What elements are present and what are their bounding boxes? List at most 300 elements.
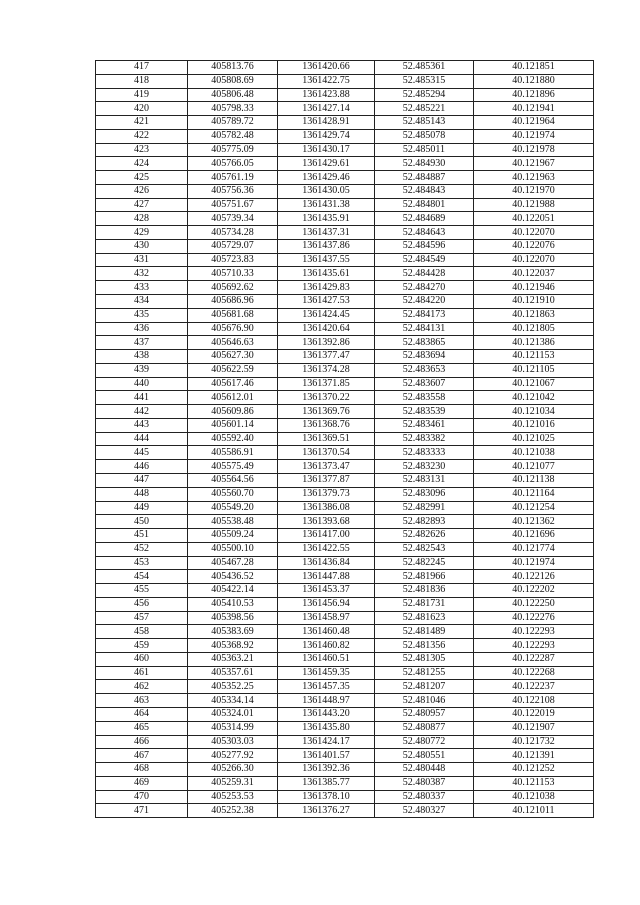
table-row bbox=[96, 721, 594, 735]
point-number-cell: 442 bbox=[96, 405, 188, 419]
longitude-cell: 40.121974 bbox=[474, 129, 594, 143]
longitude-cell: 40.121362 bbox=[474, 515, 594, 529]
point-number-cell: 469 bbox=[96, 776, 188, 790]
y-coordinate-cell: 1361460.51 bbox=[278, 652, 375, 666]
longitude-cell: 40.121941 bbox=[474, 102, 594, 116]
latitude-cell: 52.481207 bbox=[375, 680, 474, 694]
latitude-cell: 52.484131 bbox=[375, 322, 474, 336]
table-row bbox=[96, 377, 594, 391]
table-row bbox=[96, 666, 594, 680]
table-row bbox=[96, 102, 594, 116]
y-coordinate-cell: 1361370.22 bbox=[278, 391, 375, 405]
latitude-cell: 52.480772 bbox=[375, 735, 474, 749]
y-coordinate-cell: 1361447.88 bbox=[278, 570, 375, 584]
y-coordinate-cell: 1361429.74 bbox=[278, 129, 375, 143]
x-coordinate-cell: 405352.25 bbox=[188, 680, 278, 694]
y-coordinate-cell: 1361424.45 bbox=[278, 308, 375, 322]
latitude-cell: 52.481489 bbox=[375, 625, 474, 639]
table-row bbox=[96, 171, 594, 185]
x-coordinate-cell: 405729.07 bbox=[188, 239, 278, 253]
table-row bbox=[96, 281, 594, 295]
table-row bbox=[96, 308, 594, 322]
point-number-cell: 459 bbox=[96, 639, 188, 653]
x-coordinate-cell: 405436.52 bbox=[188, 570, 278, 584]
y-coordinate-cell: 1361460.82 bbox=[278, 639, 375, 653]
point-number-cell: 450 bbox=[96, 515, 188, 529]
y-coordinate-cell: 1361457.35 bbox=[278, 680, 375, 694]
point-number-cell: 437 bbox=[96, 336, 188, 350]
latitude-cell: 52.484843 bbox=[375, 184, 474, 198]
latitude-cell: 52.482245 bbox=[375, 556, 474, 570]
longitude-cell: 40.121970 bbox=[474, 184, 594, 198]
point-number-cell: 454 bbox=[96, 570, 188, 584]
table-row bbox=[96, 597, 594, 611]
x-coordinate-cell: 405564.56 bbox=[188, 473, 278, 487]
longitude-cell: 40.121967 bbox=[474, 157, 594, 171]
x-coordinate-cell: 405500.10 bbox=[188, 542, 278, 556]
latitude-cell: 52.485315 bbox=[375, 74, 474, 88]
latitude-cell: 52.481305 bbox=[375, 652, 474, 666]
table-row bbox=[96, 239, 594, 253]
table-row bbox=[96, 363, 594, 377]
table-row bbox=[96, 542, 594, 556]
x-coordinate-cell: 405266.30 bbox=[188, 763, 278, 777]
latitude-cell: 52.481966 bbox=[375, 570, 474, 584]
y-coordinate-cell: 1361392.86 bbox=[278, 336, 375, 350]
latitude-cell: 52.482626 bbox=[375, 529, 474, 543]
point-number-cell: 418 bbox=[96, 74, 188, 88]
latitude-cell: 52.483230 bbox=[375, 460, 474, 474]
table-row bbox=[96, 350, 594, 364]
x-coordinate-cell: 405617.46 bbox=[188, 377, 278, 391]
point-number-cell: 425 bbox=[96, 171, 188, 185]
x-coordinate-cell: 405646.63 bbox=[188, 336, 278, 350]
y-coordinate-cell: 1361385.77 bbox=[278, 776, 375, 790]
longitude-cell: 40.122293 bbox=[474, 639, 594, 653]
longitude-cell: 40.121042 bbox=[474, 391, 594, 405]
latitude-cell: 52.480327 bbox=[375, 804, 474, 818]
latitude-cell: 52.484801 bbox=[375, 198, 474, 212]
y-coordinate-cell: 1361443.20 bbox=[278, 707, 375, 721]
latitude-cell: 52.484596 bbox=[375, 239, 474, 253]
y-coordinate-cell: 1361424.17 bbox=[278, 735, 375, 749]
x-coordinate-cell: 405410.53 bbox=[188, 597, 278, 611]
table-row bbox=[96, 322, 594, 336]
y-coordinate-cell: 1361420.64 bbox=[278, 322, 375, 336]
latitude-cell: 52.480387 bbox=[375, 776, 474, 790]
x-coordinate-cell: 405334.14 bbox=[188, 694, 278, 708]
longitude-cell: 40.121025 bbox=[474, 432, 594, 446]
latitude-cell: 52.483558 bbox=[375, 391, 474, 405]
latitude-cell: 52.483539 bbox=[375, 405, 474, 419]
table-row bbox=[96, 418, 594, 432]
longitude-cell: 40.122019 bbox=[474, 707, 594, 721]
longitude-cell: 40.122202 bbox=[474, 584, 594, 598]
x-coordinate-cell: 405549.20 bbox=[188, 501, 278, 515]
latitude-cell: 52.485011 bbox=[375, 143, 474, 157]
x-coordinate-cell: 405808.69 bbox=[188, 74, 278, 88]
y-coordinate-cell: 1361453.37 bbox=[278, 584, 375, 598]
longitude-cell: 40.121805 bbox=[474, 322, 594, 336]
longitude-cell: 40.121164 bbox=[474, 487, 594, 501]
x-coordinate-cell: 405622.59 bbox=[188, 363, 278, 377]
longitude-cell: 40.122237 bbox=[474, 680, 594, 694]
point-number-cell: 435 bbox=[96, 308, 188, 322]
latitude-cell: 52.484220 bbox=[375, 295, 474, 309]
longitude-cell: 40.122276 bbox=[474, 611, 594, 625]
point-number-cell: 464 bbox=[96, 707, 188, 721]
latitude-cell: 52.483096 bbox=[375, 487, 474, 501]
table-row bbox=[96, 473, 594, 487]
point-number-cell: 448 bbox=[96, 487, 188, 501]
x-coordinate-cell: 405806.48 bbox=[188, 88, 278, 102]
table-row bbox=[96, 487, 594, 501]
latitude-cell: 52.483607 bbox=[375, 377, 474, 391]
latitude-cell: 52.484930 bbox=[375, 157, 474, 171]
y-coordinate-cell: 1361435.80 bbox=[278, 721, 375, 735]
point-number-cell: 422 bbox=[96, 129, 188, 143]
x-coordinate-cell: 405575.49 bbox=[188, 460, 278, 474]
longitude-cell: 40.121696 bbox=[474, 529, 594, 543]
longitude-cell: 40.121851 bbox=[474, 61, 594, 75]
table-row bbox=[96, 432, 594, 446]
point-number-cell: 465 bbox=[96, 721, 188, 735]
table-row bbox=[96, 529, 594, 543]
x-coordinate-cell: 405324.01 bbox=[188, 707, 278, 721]
longitude-cell: 40.122070 bbox=[474, 253, 594, 267]
y-coordinate-cell: 1361373.47 bbox=[278, 460, 375, 474]
latitude-cell: 52.480337 bbox=[375, 790, 474, 804]
latitude-cell: 52.481356 bbox=[375, 639, 474, 653]
table-row bbox=[96, 212, 594, 226]
x-coordinate-cell: 405789.72 bbox=[188, 116, 278, 130]
y-coordinate-cell: 1361430.05 bbox=[278, 184, 375, 198]
x-coordinate-cell: 405813.76 bbox=[188, 61, 278, 75]
y-coordinate-cell: 1361431.38 bbox=[278, 198, 375, 212]
x-coordinate-cell: 405592.40 bbox=[188, 432, 278, 446]
longitude-cell: 40.121067 bbox=[474, 377, 594, 391]
point-number-cell: 460 bbox=[96, 652, 188, 666]
y-coordinate-cell: 1361423.88 bbox=[278, 88, 375, 102]
longitude-cell: 40.121153 bbox=[474, 350, 594, 364]
latitude-cell: 52.483461 bbox=[375, 418, 474, 432]
point-number-cell: 430 bbox=[96, 239, 188, 253]
latitude-cell: 52.482991 bbox=[375, 501, 474, 515]
latitude-cell: 52.481731 bbox=[375, 597, 474, 611]
x-coordinate-cell: 405627.30 bbox=[188, 350, 278, 364]
point-number-cell: 468 bbox=[96, 763, 188, 777]
y-coordinate-cell: 1361427.14 bbox=[278, 102, 375, 116]
point-number-cell: 458 bbox=[96, 625, 188, 639]
longitude-cell: 40.122268 bbox=[474, 666, 594, 680]
point-number-cell: 426 bbox=[96, 184, 188, 198]
table-row bbox=[96, 652, 594, 666]
table-row bbox=[96, 446, 594, 460]
point-number-cell: 424 bbox=[96, 157, 188, 171]
latitude-cell: 52.483333 bbox=[375, 446, 474, 460]
y-coordinate-cell: 1361392.36 bbox=[278, 763, 375, 777]
table-row bbox=[96, 129, 594, 143]
point-number-cell: 431 bbox=[96, 253, 188, 267]
y-coordinate-cell: 1361429.83 bbox=[278, 281, 375, 295]
x-coordinate-cell: 405509.24 bbox=[188, 529, 278, 543]
point-number-cell: 440 bbox=[96, 377, 188, 391]
coordinates-table bbox=[95, 60, 594, 818]
y-coordinate-cell: 1361422.55 bbox=[278, 542, 375, 556]
point-number-cell: 451 bbox=[96, 529, 188, 543]
y-coordinate-cell: 1361458.97 bbox=[278, 611, 375, 625]
x-coordinate-cell: 405586.91 bbox=[188, 446, 278, 460]
longitude-cell: 40.122293 bbox=[474, 625, 594, 639]
latitude-cell: 52.485361 bbox=[375, 61, 474, 75]
longitude-cell: 40.121774 bbox=[474, 542, 594, 556]
x-coordinate-cell: 405798.33 bbox=[188, 102, 278, 116]
longitude-cell: 40.122126 bbox=[474, 570, 594, 584]
x-coordinate-cell: 405398.56 bbox=[188, 611, 278, 625]
longitude-cell: 40.121153 bbox=[474, 776, 594, 790]
point-number-cell: 467 bbox=[96, 749, 188, 763]
latitude-cell: 52.483382 bbox=[375, 432, 474, 446]
x-coordinate-cell: 405734.28 bbox=[188, 226, 278, 240]
y-coordinate-cell: 1361377.47 bbox=[278, 350, 375, 364]
longitude-cell: 40.122070 bbox=[474, 226, 594, 240]
y-coordinate-cell: 1361437.86 bbox=[278, 239, 375, 253]
y-coordinate-cell: 1361448.97 bbox=[278, 694, 375, 708]
x-coordinate-cell: 405739.34 bbox=[188, 212, 278, 226]
y-coordinate-cell: 1361459.35 bbox=[278, 666, 375, 680]
table-row bbox=[96, 157, 594, 171]
latitude-cell: 52.481046 bbox=[375, 694, 474, 708]
table-row bbox=[96, 556, 594, 570]
table-row bbox=[96, 460, 594, 474]
y-coordinate-cell: 1361435.91 bbox=[278, 212, 375, 226]
longitude-cell: 40.121988 bbox=[474, 198, 594, 212]
longitude-cell: 40.121038 bbox=[474, 790, 594, 804]
longitude-cell: 40.121963 bbox=[474, 171, 594, 185]
point-number-cell: 423 bbox=[96, 143, 188, 157]
table-row bbox=[96, 611, 594, 625]
table-row bbox=[96, 804, 594, 818]
x-coordinate-cell: 405252.38 bbox=[188, 804, 278, 818]
table-row bbox=[96, 295, 594, 309]
table-row bbox=[96, 253, 594, 267]
table-row bbox=[96, 226, 594, 240]
table-row bbox=[96, 735, 594, 749]
y-coordinate-cell: 1361429.61 bbox=[278, 157, 375, 171]
longitude-cell: 40.122108 bbox=[474, 694, 594, 708]
latitude-cell: 52.482543 bbox=[375, 542, 474, 556]
table-row bbox=[96, 639, 594, 653]
longitude-cell: 40.121105 bbox=[474, 363, 594, 377]
latitude-cell: 52.485221 bbox=[375, 102, 474, 116]
y-coordinate-cell: 1361437.55 bbox=[278, 253, 375, 267]
point-number-cell: 433 bbox=[96, 281, 188, 295]
longitude-cell: 40.121910 bbox=[474, 295, 594, 309]
y-coordinate-cell: 1361428.91 bbox=[278, 116, 375, 130]
table-row bbox=[96, 184, 594, 198]
y-coordinate-cell: 1361393.68 bbox=[278, 515, 375, 529]
longitude-cell: 40.121016 bbox=[474, 418, 594, 432]
latitude-cell: 52.485294 bbox=[375, 88, 474, 102]
table-body bbox=[96, 61, 594, 818]
x-coordinate-cell: 405609.86 bbox=[188, 405, 278, 419]
table-row bbox=[96, 267, 594, 281]
table-row bbox=[96, 74, 594, 88]
table-row bbox=[96, 763, 594, 777]
x-coordinate-cell: 405612.01 bbox=[188, 391, 278, 405]
table-row bbox=[96, 88, 594, 102]
table-row bbox=[96, 776, 594, 790]
x-coordinate-cell: 405676.90 bbox=[188, 322, 278, 336]
x-coordinate-cell: 405303.03 bbox=[188, 735, 278, 749]
point-number-cell: 455 bbox=[96, 584, 188, 598]
longitude-cell: 40.121254 bbox=[474, 501, 594, 515]
latitude-cell: 52.483131 bbox=[375, 473, 474, 487]
x-coordinate-cell: 405761.19 bbox=[188, 171, 278, 185]
table-row bbox=[96, 680, 594, 694]
point-number-cell: 452 bbox=[96, 542, 188, 556]
longitude-cell: 40.121252 bbox=[474, 763, 594, 777]
longitude-cell: 40.121732 bbox=[474, 735, 594, 749]
longitude-cell: 40.121034 bbox=[474, 405, 594, 419]
longitude-cell: 40.121974 bbox=[474, 556, 594, 570]
x-coordinate-cell: 405383.69 bbox=[188, 625, 278, 639]
y-coordinate-cell: 1361437.31 bbox=[278, 226, 375, 240]
table-row bbox=[96, 584, 594, 598]
x-coordinate-cell: 405538.48 bbox=[188, 515, 278, 529]
latitude-cell: 52.480877 bbox=[375, 721, 474, 735]
longitude-cell: 40.122287 bbox=[474, 652, 594, 666]
y-coordinate-cell: 1361374.28 bbox=[278, 363, 375, 377]
longitude-cell: 40.121863 bbox=[474, 308, 594, 322]
latitude-cell: 52.484173 bbox=[375, 308, 474, 322]
x-coordinate-cell: 405723.83 bbox=[188, 253, 278, 267]
y-coordinate-cell: 1361369.51 bbox=[278, 432, 375, 446]
table-row bbox=[96, 405, 594, 419]
x-coordinate-cell: 405253.53 bbox=[188, 790, 278, 804]
longitude-cell: 40.121880 bbox=[474, 74, 594, 88]
x-coordinate-cell: 405368.92 bbox=[188, 639, 278, 653]
y-coordinate-cell: 1361456.94 bbox=[278, 597, 375, 611]
latitude-cell: 52.480957 bbox=[375, 707, 474, 721]
x-coordinate-cell: 405710.33 bbox=[188, 267, 278, 281]
longitude-cell: 40.121138 bbox=[474, 473, 594, 487]
longitude-cell: 40.121964 bbox=[474, 116, 594, 130]
point-number-cell: 449 bbox=[96, 501, 188, 515]
point-number-cell: 456 bbox=[96, 597, 188, 611]
latitude-cell: 52.483694 bbox=[375, 350, 474, 364]
x-coordinate-cell: 405422.14 bbox=[188, 584, 278, 598]
y-coordinate-cell: 1361420.66 bbox=[278, 61, 375, 75]
point-number-cell: 428 bbox=[96, 212, 188, 226]
y-coordinate-cell: 1361371.85 bbox=[278, 377, 375, 391]
latitude-cell: 52.481836 bbox=[375, 584, 474, 598]
point-number-cell: 432 bbox=[96, 267, 188, 281]
x-coordinate-cell: 405314.99 bbox=[188, 721, 278, 735]
table-row bbox=[96, 336, 594, 350]
longitude-cell: 40.121946 bbox=[474, 281, 594, 295]
y-coordinate-cell: 1361436.84 bbox=[278, 556, 375, 570]
point-number-cell: 471 bbox=[96, 804, 188, 818]
table-row bbox=[96, 707, 594, 721]
latitude-cell: 52.484270 bbox=[375, 281, 474, 295]
y-coordinate-cell: 1361427.53 bbox=[278, 295, 375, 309]
longitude-cell: 40.121077 bbox=[474, 460, 594, 474]
latitude-cell: 52.480551 bbox=[375, 749, 474, 763]
x-coordinate-cell: 405259.31 bbox=[188, 776, 278, 790]
table-row bbox=[96, 198, 594, 212]
point-number-cell: 429 bbox=[96, 226, 188, 240]
longitude-cell: 40.122037 bbox=[474, 267, 594, 281]
x-coordinate-cell: 405467.28 bbox=[188, 556, 278, 570]
y-coordinate-cell: 1361379.73 bbox=[278, 487, 375, 501]
x-coordinate-cell: 405560.70 bbox=[188, 487, 278, 501]
table-row bbox=[96, 143, 594, 157]
y-coordinate-cell: 1361435.61 bbox=[278, 267, 375, 281]
y-coordinate-cell: 1361430.17 bbox=[278, 143, 375, 157]
y-coordinate-cell: 1361401.57 bbox=[278, 749, 375, 763]
y-coordinate-cell: 1361460.48 bbox=[278, 625, 375, 639]
latitude-cell: 52.484428 bbox=[375, 267, 474, 281]
table-row bbox=[96, 61, 594, 75]
x-coordinate-cell: 405601.14 bbox=[188, 418, 278, 432]
point-number-cell: 427 bbox=[96, 198, 188, 212]
point-number-cell: 441 bbox=[96, 391, 188, 405]
x-coordinate-cell: 405681.68 bbox=[188, 308, 278, 322]
longitude-cell: 40.122250 bbox=[474, 597, 594, 611]
latitude-cell: 52.481255 bbox=[375, 666, 474, 680]
x-coordinate-cell: 405686.96 bbox=[188, 295, 278, 309]
latitude-cell: 52.480448 bbox=[375, 763, 474, 777]
table-row bbox=[96, 515, 594, 529]
y-coordinate-cell: 1361368.76 bbox=[278, 418, 375, 432]
point-number-cell: 445 bbox=[96, 446, 188, 460]
x-coordinate-cell: 405766.05 bbox=[188, 157, 278, 171]
point-number-cell: 463 bbox=[96, 694, 188, 708]
point-number-cell: 439 bbox=[96, 363, 188, 377]
point-number-cell: 419 bbox=[96, 88, 188, 102]
x-coordinate-cell: 405357.61 bbox=[188, 666, 278, 680]
longitude-cell: 40.121011 bbox=[474, 804, 594, 818]
point-number-cell: 421 bbox=[96, 116, 188, 130]
x-coordinate-cell: 405692.62 bbox=[188, 281, 278, 295]
y-coordinate-cell: 1361429.46 bbox=[278, 171, 375, 185]
point-number-cell: 443 bbox=[96, 418, 188, 432]
table-row bbox=[96, 501, 594, 515]
table-row bbox=[96, 625, 594, 639]
longitude-cell: 40.122051 bbox=[474, 212, 594, 226]
x-coordinate-cell: 405782.48 bbox=[188, 129, 278, 143]
point-number-cell: 461 bbox=[96, 666, 188, 680]
latitude-cell: 52.485143 bbox=[375, 116, 474, 130]
longitude-cell: 40.122076 bbox=[474, 239, 594, 253]
latitude-cell: 52.483653 bbox=[375, 363, 474, 377]
point-number-cell: 417 bbox=[96, 61, 188, 75]
point-number-cell: 470 bbox=[96, 790, 188, 804]
y-coordinate-cell: 1361378.10 bbox=[278, 790, 375, 804]
point-number-cell: 438 bbox=[96, 350, 188, 364]
point-number-cell: 466 bbox=[96, 735, 188, 749]
table-row bbox=[96, 570, 594, 584]
longitude-cell: 40.121907 bbox=[474, 721, 594, 735]
point-number-cell: 453 bbox=[96, 556, 188, 570]
latitude-cell: 52.483865 bbox=[375, 336, 474, 350]
point-number-cell: 457 bbox=[96, 611, 188, 625]
latitude-cell: 52.481623 bbox=[375, 611, 474, 625]
latitude-cell: 52.484549 bbox=[375, 253, 474, 267]
longitude-cell: 40.121978 bbox=[474, 143, 594, 157]
latitude-cell: 52.482893 bbox=[375, 515, 474, 529]
